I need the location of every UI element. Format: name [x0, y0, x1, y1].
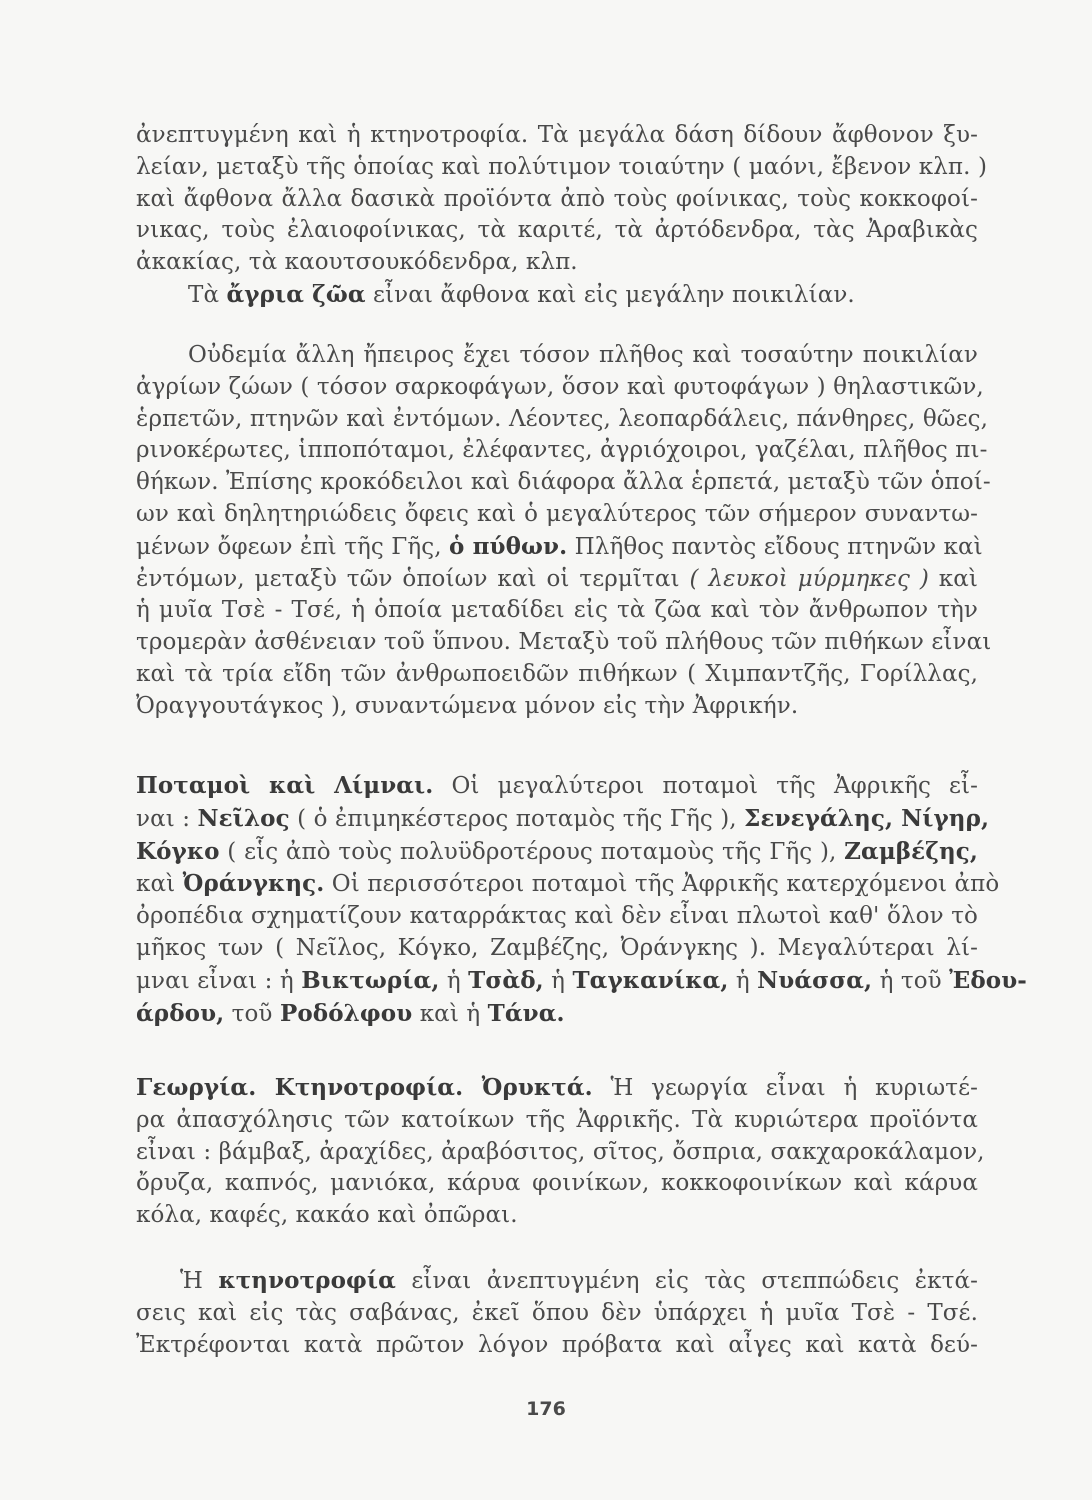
paragraph-rivers-lakes: [136, 770, 1027, 1030]
text-line: μένων ὄφεων ἐπὶ τῆς Γῆς, ὁ πύθων. Πλῆθος παντὸς εἴδους πτηνῶν καὶ: [136, 532, 983, 560]
text-line: ἀνεπτυγμένη καὶ ἡ κτηνοτροφία. Τὰ μεγάλα δάση δίδουν ἄφθονον ξυ-: [136, 122, 978, 148]
text-line: Κόγκο ( εἷς ἀπὸ τοὺς πολυϋδροτέρους ποταμοὺς τῆς Γῆς ), Ζαμβέζης,: [136, 837, 978, 865]
text-line: Ἡ κτηνοτροφία εἶναι ἀνεπτυγμένη εἰς τὰς στεππώδεις ἐκτά-: [180, 1267, 978, 1294]
text-line: ἐντόμων, μεταξὺ τῶν ὁποίων καὶ οἱ τερμῖται ( λευκοὶ μύρμηκες ) καὶ: [136, 565, 979, 592]
text-line: Γεωργία. Κτηνοτροφία. Ὀρυκτά. Ἡ γεωργία εἶναι ἡ κυριωτέ-: [136, 1074, 978, 1101]
text-line: τρομερὰν ἀσθένειαν τοῦ ὕπνου. Μεταξὺ τοῦ πλήθους τῶν πιθήκων εἶναι: [136, 629, 992, 656]
text-line: σεις καὶ εἰς τὰς σαβάνας, ἐκεῖ ὅπου δὲν ὑπάρχει ἡ μυῖα Τσὲ - Τσέ.: [136, 1299, 978, 1326]
section-heading: Γεωργία. Κτηνοτροφία. Ὀρυκτά.: [136, 1074, 593, 1101]
text-line: ων καὶ δηλητηριώδεις ὄφεις καὶ ὁ μεγαλύτερος τῶν σήμερον συναντω-: [136, 500, 978, 527]
text-line: ἀγρίων ζώων ( τόσον σαρκοφάγων, ὅσον καὶ φυτοφάγων ) θηλαστικῶν,: [136, 373, 984, 400]
text-line: ρινοκέρωτες, ἱπποπόταμοι, ἐλέφαντες, ἀγριόχοιροι, γαζέλαι, πλῆθος πι-: [136, 437, 988, 464]
text-line: μῆκος των ( Νεῖλος, Κόγκο, Ζαμβέζης, Ὀράνγκης ). Μεγαλύτεραι λί-: [136, 934, 978, 961]
text-line: λείαν, μεταξὺ τῆς ὁποίας καὶ πολύτιμον τοιαύτην ( μαόνι, ἔβενον κλπ. ): [136, 153, 988, 180]
text-line: νικας, τοὺς ἐλαιοφοίνικας, τὰ καριτέ, τὰ ἀρτόδενδρα, τὰς Ἀραβικὰς: [136, 217, 978, 244]
text-line: Ποταμοὶ καὶ Λίμναι. Οἱ μεγαλύτεροι ποταμοὶ τῆς Ἀφρικῆς εἶ-: [136, 772, 978, 799]
text-line: ἀκακίας, τὰ καουτσουκόδενδρα, κλπ.: [136, 249, 578, 276]
text-line: Ὀραγγουτάγκος ), συναντώμενα μόνον εἰς τὴν Ἀφρικήν.: [136, 692, 799, 719]
text-line: καὶ ἄφθονα ἄλλα δασικὰ προϊόντα ἀπὸ τοὺς φοίνικας, τοὺς κοκκοφοί-: [136, 185, 978, 212]
text-line: καὶ τὰ τρία εἴδη τῶν ἀνθρωποειδῶν πιθήκων ( Χιμπαντζῆς, Γορίλλας,: [136, 660, 978, 687]
text-line: άρδου, τοῦ Ροδόλφου καὶ ἡ Τάνα.: [136, 999, 565, 1027]
text-line: ὄρυζα, καπνός, μανιόκα, κάρυα φοινίκων, κοκκοφοινίκων καὶ κάρυα: [136, 1170, 978, 1197]
bold-term: κτηνοτροφία: [218, 1267, 396, 1294]
text-line: μναι εἶναι : ἡ Βικτωρία, ἡ Τσὰδ, ἡ Ταγκανίκα, ἡ Νυάσσα, ἡ τοῦ Ἐδου-: [136, 966, 1027, 994]
paragraph-livestock: [136, 1265, 978, 1361]
text-line: ρα ἀπασχόλησις τῶν κατοίκων τῆς Ἀφρικῆς. Τὰ κυριώτερα προϊόντα: [136, 1106, 978, 1133]
text-line: εἶναι : βάμβαξ, ἀραχίδες, ἀραβόσιτος, σῖτος, ὄσπρια, σακχαροκάλαμον,: [136, 1138, 985, 1165]
paragraph-forestry: [136, 120, 988, 279]
paragraph-agriculture: [136, 1072, 985, 1232]
bold-term: ὁ πύθων.: [449, 532, 568, 560]
text-line: ὀροπέδια σχηματίζουν καταρράκτας καὶ δὲν εἶναι πλωτοὶ καθ' ὅλον τὸ: [136, 903, 978, 930]
paragraph-fauna: [136, 340, 992, 723]
text-line: Οὐδεμία ἄλλη ἤπειρος ἔχει τόσον πλῆθος καὶ τοσαύτην ποικιλίαν: [188, 342, 978, 368]
italic-term: ( λευκοὶ μύρμηκες ): [689, 565, 929, 592]
text-line: Ἐκτρέφονται κατὰ πρῶτον λόγον πρόβατα καὶ αἶγες καὶ κατὰ δεύ-: [136, 1331, 978, 1358]
text-line: κόλα, καφές, κακάο καὶ ὀπῶραι.: [136, 1202, 518, 1229]
section-heading: Ποταμοὶ καὶ Λίμναι.: [136, 772, 434, 799]
text-line: ἡ μυῖα Τσὲ - Τσέ, ἡ ὁποία μεταδίδει εἰς τὰ ζῶα καὶ τὸν ἄνθρωπον τὴν: [136, 597, 978, 624]
text-line: καὶ Ὀράνγκης. Οἱ περισσότεροι ποταμοὶ τῆς Ἀφρικῆς κατερχόμενοι ἀπὸ: [136, 870, 1000, 898]
paragraph-wild-animals: [188, 279, 978, 312]
text-line: ναι : Νεῖλος ( ὁ ἐπιμηκέστερος ποταμὸς τῆς Γῆς ), Σενεγάλης, Νίγηρ,: [136, 804, 990, 832]
text-line: ἑρπετῶν, πτηνῶν καὶ ἐντόμων. Λέοντες, λεοπαρδάλεις, πάνθηρες, θῶες,: [136, 405, 989, 432]
bold-term: ἄγρια ζῶα: [226, 281, 366, 308]
text-line: θήκων. Ἐπίσης κροκόδειλοι καὶ διάφορα ἄλλα ἑρπετά, μεταξὺ τῶν ὁποί-: [136, 469, 991, 496]
text-line: Τὰ ἄγρια ζῶα εἶναι ἄφθονα καὶ εἰς μεγάλην ποικιλίαν.: [188, 281, 855, 308]
page-number: 176: [526, 1398, 566, 1420]
